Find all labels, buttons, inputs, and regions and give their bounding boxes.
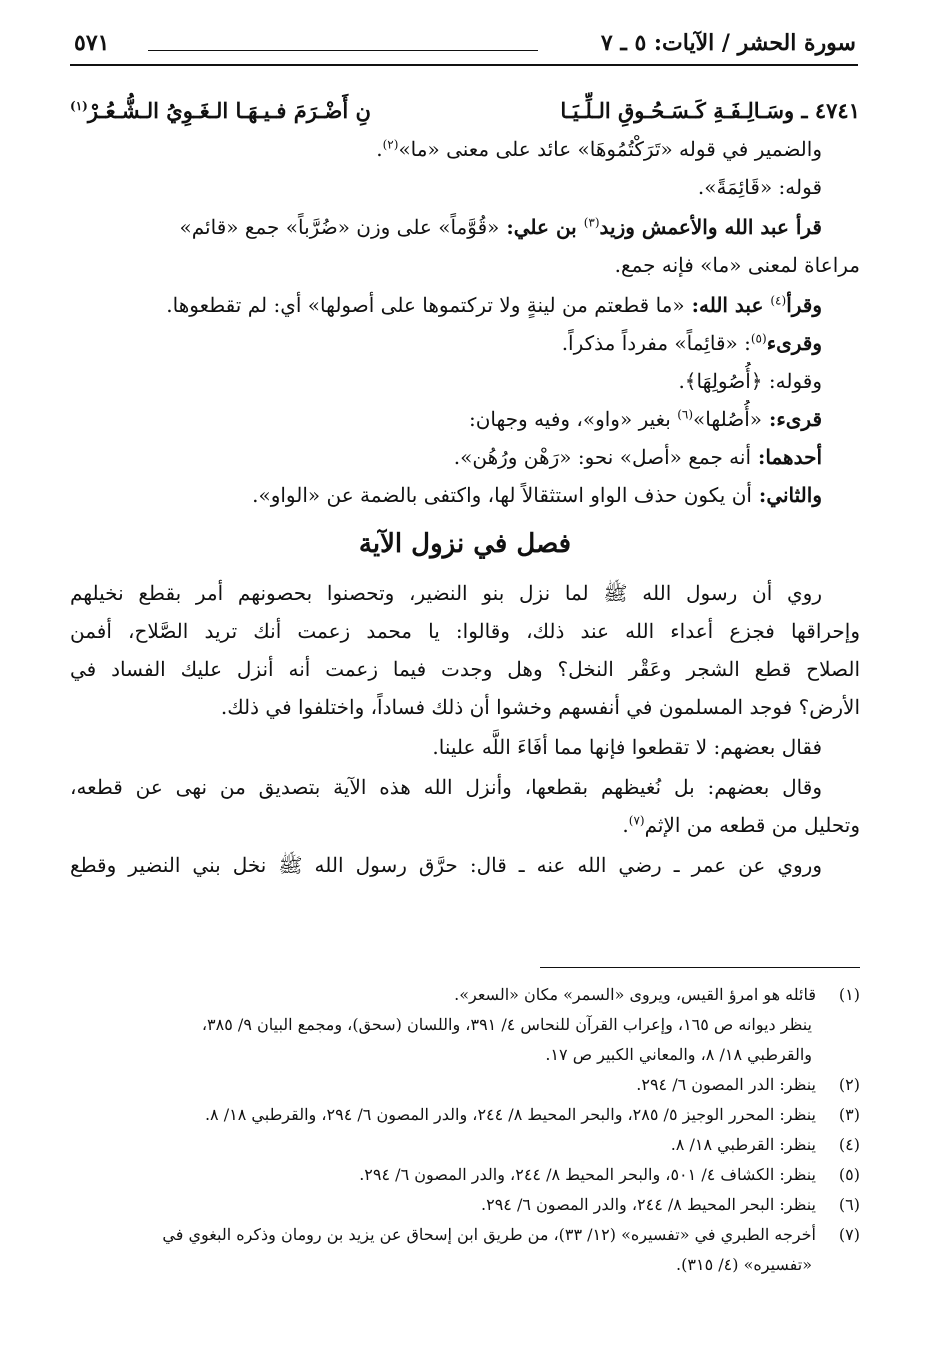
main-text	[70, 92, 860, 884]
header-divider	[148, 50, 538, 51]
footnote-continuation: ينظر ديوانه ص ١٦٥، وإعراب القرآن للنحاس ٤/ ٣٩١، واللسان (سحق)، ومجمع البيان ٩/ ٣٨٥،	[201, 1015, 812, 1034]
footnote: (٣)ينظر: المحرر الوجيز ٥/ ٢٨٥، والبحر المحيط ٨/ ٢٤٤، والدر المصون ٦/ ٢٩٤، والقرطبي ١٨/ ٨.	[70, 1100, 860, 1130]
text-line: قرأ عبد الله والأعمش وزيد$^{(٣)}$ بن علي: «قُوَّماً» على وزن «ضُرَّباً» جمع «قائم»	[179, 215, 822, 239]
footnote-number: (١)	[838, 985, 860, 1004]
text-line: مراعاة لمعنى «ما» فإنه جمع.	[614, 253, 860, 277]
footnote: (١)قائله هو امرؤ القيس، ويروى «السمر» مكان «السعر».	[70, 980, 860, 1010]
footnote: (٥)ينظر: الكشاف ٤/ ٥٠١، والبحر المحيط ٨/ ٢٤٤، والدر المصون ٦/ ٢٩٤.	[70, 1160, 860, 1190]
paragraph-line: وتحليل من قطعه من الإثم$^{(٧)}$.	[622, 813, 860, 837]
footnote-ref[interactable]: (٤)	[770, 293, 787, 308]
text-line: والضمير في قوله «تَرَكْتُمُوهَا» عائد على معنى «ما»$^{(٢)}$.	[376, 137, 822, 161]
page-number: ٥٧١	[74, 30, 110, 56]
section-heading: فصل في نزول الآية	[358, 529, 572, 559]
footnote: (٧)أخرجه الطبري في «تفسيره» (١٢/ ٣٣)، من طريق ابن إسحاق عن يزيد بن رومان وذكره البغوي في	[70, 1220, 860, 1250]
footnote-ref[interactable]: (١)	[70, 99, 88, 113]
paragraph-line: وروي عن عمر ـ رضي الله عنه ـ قال: حرَّق رسول الله ﷺ نخل بني النضير وقطع	[70, 853, 822, 877]
footnote-number: (٧)	[838, 1225, 860, 1244]
paragraph-line: روي أن رسول الله ﷺ لما نزل بنو النضير، وتحصنوا بحصونهم أمر بقطع نخيلهم	[70, 581, 822, 605]
text-line: قرىء: «أُصُلها»$^{(٦)}$ بغير «واو»، وفيه وجهان:	[468, 407, 822, 431]
poem-verse	[70, 92, 860, 130]
paragraph-line: فقال بعضهم: لا تقطعوا فإنها مما أفَاءَ اللَّه علينا.	[432, 735, 822, 759]
footnote-ref[interactable]: (٣)	[583, 215, 600, 230]
text-line: وقرأ$^{(٤)}$ عبد الله: «ما قطعتم من لينةٍ ولا تركتموها على أصولها» أي: لم تقطعوها.	[166, 293, 822, 317]
text-line: وقرىء$^{(٥)}$: «قائِماً» مفرداً مذكراً.	[561, 331, 822, 355]
footnotes	[70, 980, 860, 1280]
paragraph-line: الصلاح قطع الشجر وعَقْر النخل؟ وهل وجدت فيما زعمت أنه أنزل عليك الفساد في	[70, 657, 860, 681]
footnote-number: (٦)	[838, 1195, 860, 1214]
footnote-continuation: «تفسيره» (٤/ ٣١٥).	[676, 1255, 812, 1274]
paragraph-line: الأرض؟ فوجد المسلمون في أنفسهم وخشوا أن ذلك فساداً، واختلفوا في ذلك.	[220, 695, 860, 719]
footnote-ref[interactable]: (٦)	[677, 407, 694, 422]
header-rule	[70, 64, 858, 66]
text-line: أحدهما: أنه جمع «أصل» نحو: «رَهْن ورُهُن».	[453, 445, 822, 469]
header-title: سورة الحشر / الآيات: ٥ ـ ٧	[600, 30, 856, 56]
paragraph-line: وقال بعضهم: بل نُغيظهم بقطعها، وأنزل الله هذه الآية بتصديق من نهى عن قطعه،	[70, 775, 822, 799]
footnote-ref[interactable]: (٥)	[750, 331, 767, 346]
footnote-number: (٤)	[838, 1135, 860, 1154]
footnote-number: (٢)	[838, 1075, 860, 1094]
page-header	[74, 30, 856, 60]
footnote-number: (٣)	[838, 1105, 860, 1124]
footnote-continuation: والقرطبي ١٨/ ٨، والمعاني الكبير ص ١٧.	[545, 1045, 812, 1064]
text-line: قوله: «قَائِمَةً».	[697, 175, 822, 199]
footnote-number: (٥)	[838, 1165, 860, 1184]
footnote: (٦)ينظر: البحر المحيط ٨/ ٢٤٤، والدر المصون ٦/ ٢٩٤.	[70, 1190, 860, 1220]
footnote-separator	[540, 967, 860, 968]
footnote: (٢)ينظر: الدر المصون ٦/ ٢٩٤.	[70, 1070, 860, 1100]
footnote-ref[interactable]: (٢)	[382, 137, 399, 152]
footnote-ref[interactable]: (٧)	[628, 813, 645, 828]
text-line: والثاني: أن يكون حذف الواو استثقالاً لها، واكتفى بالضمة عن «الواو».	[252, 483, 822, 507]
poem-hemistich-right: ٤٧٤١ ـ وسَـالِـفَـةِ كَـسَـحُـوقِ الـلِّـيَـا	[560, 98, 860, 123]
paragraph-line: وإحراقها فجزع أعداء الله عند ذلك، وقالوا: يا محمد زعمت أنك تريد الصَّلاح، أفمن	[70, 619, 860, 643]
poem-hemistich-left: نِ أَضْـرَمَ فـيـهَـا الـغَـوِيُ الـشُّـعُـرْ$^{(١)}$	[70, 98, 371, 123]
footnote: (٤)ينظر: القرطبي ١٨/ ٨.	[70, 1130, 860, 1160]
text-line: وقوله: ﴿أُصُولِهَا﴾.	[678, 369, 822, 393]
